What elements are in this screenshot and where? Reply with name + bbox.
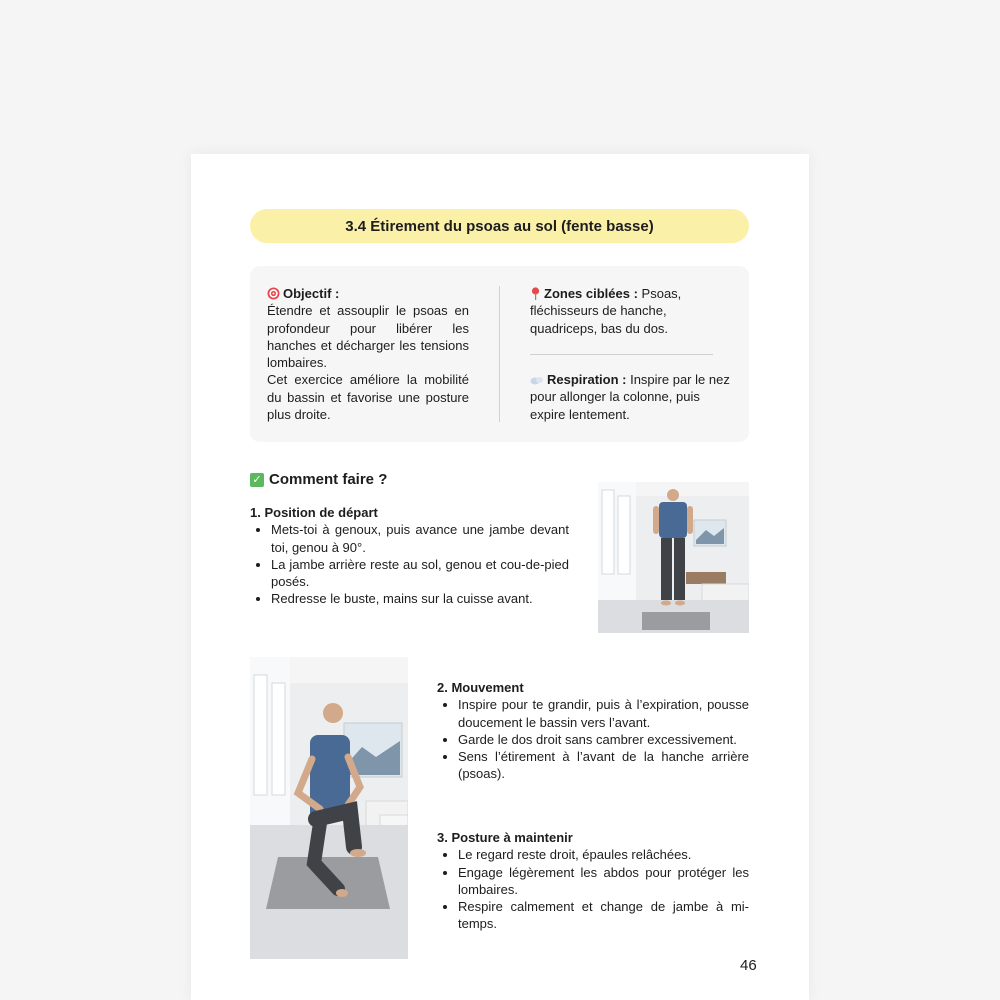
how-to-heading (250, 471, 387, 488)
section-title-text: 3.4 Étirement du psoas au sol (fente basse) (345, 217, 654, 235)
list-item: • Le regard reste droit, épaules relâchées. (458, 846, 749, 863)
list-item: • La jambe arrière reste au sol, genou et cou-de-pied posés. (271, 556, 569, 591)
step-2-title: 2. Mouvement (437, 680, 524, 695)
list-item: • Redresse le buste, mains sur la cuisse avant. (271, 590, 569, 607)
breathing-text: Inspire par le nez pour allonger la colonne, puis expire lentement. (530, 372, 730, 422)
list-item: • Sens l’étirement à l’avant de la hanche arrière (psoas). (458, 748, 749, 783)
objective-text-1: Étendre et assouplir le psoas en profondeur pour libérer les hanches et décharger les tensions lombaires. (267, 303, 469, 371)
list-item: • Respire calmement et change de jambe à mi-temps. (458, 898, 749, 933)
list-item: • Garde le dos droit sans cambrer excessivement. (458, 731, 749, 748)
lunge-photo (250, 657, 408, 959)
step-2 (437, 679, 749, 783)
breathing-block (530, 371, 732, 423)
list-item: • Mets-toi à genoux, puis avance une jambe devant toi, genou à 90°. (271, 521, 569, 556)
step-2-list (437, 696, 749, 782)
step-1-title: 1. Position de départ (250, 505, 378, 520)
checkmark-icon: ✓ (250, 473, 264, 487)
breath-icon (530, 375, 544, 386)
zones-block (530, 285, 732, 337)
right-separator (530, 354, 713, 355)
objective-block (267, 285, 469, 423)
zones-label: Zones ciblées : (544, 286, 638, 301)
section-title (250, 209, 749, 243)
breathing-label: Respiration : (547, 372, 627, 387)
how-to-heading-text: Comment faire ? (269, 471, 388, 488)
column-divider (499, 286, 500, 422)
zones-text: Psoas, fléchisseurs de hanche, quadriceps, bas du dos. (530, 286, 682, 336)
page-number: 46 (740, 957, 757, 974)
objective-label: Objectif : (283, 286, 340, 301)
info-box (250, 266, 749, 442)
list-item: • Inspire pour te grandir, puis à l’expiration, pousse doucement le bassin vers l’avant. (458, 696, 749, 731)
list-item: • Engage légèrement les abdos pour protéger les lombaires. (458, 864, 749, 899)
standing-photo (598, 482, 749, 633)
step-3-title: 3. Posture à maintenir (437, 830, 573, 845)
pin-icon (530, 287, 541, 300)
document-page (191, 154, 809, 1000)
step-3 (437, 829, 749, 933)
objective-text-2: Cet exercice améliore la mobilité du bassin et favorise une posture plus droite. (267, 372, 469, 423)
step-3-list (437, 846, 749, 932)
step-1 (250, 504, 569, 608)
target-icon (267, 287, 280, 300)
step-1-list (250, 521, 569, 607)
